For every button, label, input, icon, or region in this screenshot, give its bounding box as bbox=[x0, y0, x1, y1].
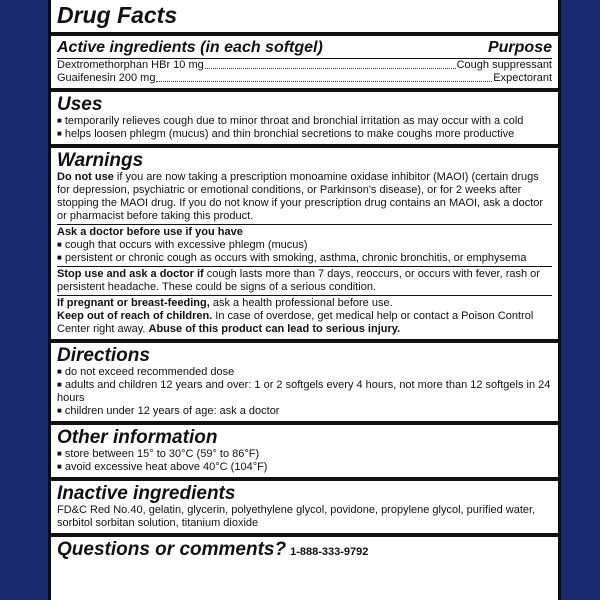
dot-leader bbox=[205, 59, 456, 69]
keep-out-lead: Keep out of reach of children. bbox=[57, 310, 213, 322]
pregnancy-paragraph bbox=[57, 297, 552, 310]
uses-section bbox=[51, 92, 558, 148]
stop-use-paragraph bbox=[57, 268, 552, 294]
active-ingredients-header bbox=[57, 38, 552, 59]
stop-use-block bbox=[57, 266, 552, 294]
do-not-use-lead: Do not use bbox=[57, 171, 114, 183]
keep-out-paragraph bbox=[57, 310, 552, 336]
pregnancy-lead: If pregnant or breast-feeding, bbox=[57, 297, 210, 309]
purpose-title: Purpose bbox=[487, 39, 552, 56]
active-ingredients-section bbox=[51, 36, 558, 92]
directions-title: Directions bbox=[57, 345, 150, 366]
list-item: ■ temporarily relieves cough due to minor throat and bronchial irritation as may occur with a cold bbox=[57, 115, 552, 128]
directions-section bbox=[51, 343, 558, 425]
other-information-section bbox=[51, 425, 558, 481]
abuse-warning: Abuse of this product can lead to serious injury. bbox=[148, 323, 401, 335]
ingredient-purpose: Cough suppressant bbox=[456, 59, 552, 71]
page-title: Drug Facts bbox=[57, 2, 178, 28]
uses-title: Uses bbox=[57, 94, 103, 115]
warnings-section bbox=[51, 148, 558, 343]
list-item: ■ avoid excessive heat above 40°C (104°F) bbox=[57, 461, 552, 474]
ingredient-name: Guaifenesin 200 mg bbox=[57, 72, 156, 84]
drug-facts-header bbox=[51, 0, 558, 36]
list-item: ■ adults and children 12 years and over: 1 or 2 softgels every 4 hours, not more than 12 softgels in 24 hours bbox=[57, 379, 552, 405]
pregnancy-block bbox=[57, 295, 552, 336]
phone-number: 1-888-333-9792 bbox=[290, 546, 369, 558]
do-not-use-text: if you are now taking a prescription monoamine oxidase inhibitor (MAOI) (certain drugs for depression, psychiatric or emotional conditions, or Parkinson's disease), or for 2 weeks after stopping the MAOI drug. If you do not know if your prescription drug contains an MAOI, ask a doctor or pharmacist before taking this product. bbox=[57, 171, 544, 222]
inactive-ingredients-section bbox=[51, 481, 558, 537]
ingredient-row bbox=[57, 59, 552, 72]
keep-out-text: In case of overdose, get medical help or contact a Poison Control Center right away. bbox=[57, 310, 534, 335]
active-ingredients-title: Active ingredients (in each softgel) bbox=[57, 39, 323, 56]
ask-doctor-title: Ask a doctor before use if you have bbox=[57, 226, 243, 238]
pregnancy-text: ask a health professional before use. bbox=[209, 297, 393, 309]
list-item: ■ do not exceed recommended dose bbox=[57, 366, 552, 379]
inactive-ingredients-text: FD&C Red No.40, gelatin, glycerin, polyethylene glycol, povidone, propylene glycol, purified water, sorbitol sorbitan solution, titanium dioxide bbox=[57, 504, 536, 529]
dot-leader bbox=[156, 72, 492, 82]
list-item: ■ store between 15° to 30°C (59° to 86°F) bbox=[57, 448, 552, 461]
stop-use-lead: Stop use and ask a doctor if bbox=[57, 268, 204, 280]
inactive-ingredients-title: Inactive ingredients bbox=[57, 483, 236, 504]
list-item: ■ children under 12 years of age: ask a doctor bbox=[57, 405, 552, 418]
do-not-use-paragraph bbox=[57, 171, 552, 223]
warnings-title: Warnings bbox=[57, 150, 144, 171]
list-item: ■ persistent or chronic cough as occurs with smoking, asthma, chronic bronchitis, or emphysema bbox=[57, 252, 552, 265]
ingredient-purpose: Expectorant bbox=[493, 72, 552, 84]
drug-facts-panel bbox=[48, 0, 561, 600]
ingredient-row bbox=[57, 72, 552, 85]
ingredient-name: Dextromethorphan HBr 10 mg bbox=[57, 59, 204, 71]
ask-doctor-block bbox=[57, 224, 552, 265]
stop-use-text: cough lasts more than 7 days, reoccurs, or occurs with fever, rash or persistent headache. These could be signs of a serious condition. bbox=[57, 268, 540, 293]
questions-section bbox=[51, 537, 558, 563]
list-item: ■ cough that occurs with excessive phlegm (mucus) bbox=[57, 239, 552, 252]
other-information-title: Other information bbox=[57, 427, 218, 448]
questions-title: Questions or comments? bbox=[57, 539, 287, 560]
list-item: ■ helps loosen phlegm (mucus) and thin bronchial secretions to make coughs more productive bbox=[57, 128, 552, 141]
